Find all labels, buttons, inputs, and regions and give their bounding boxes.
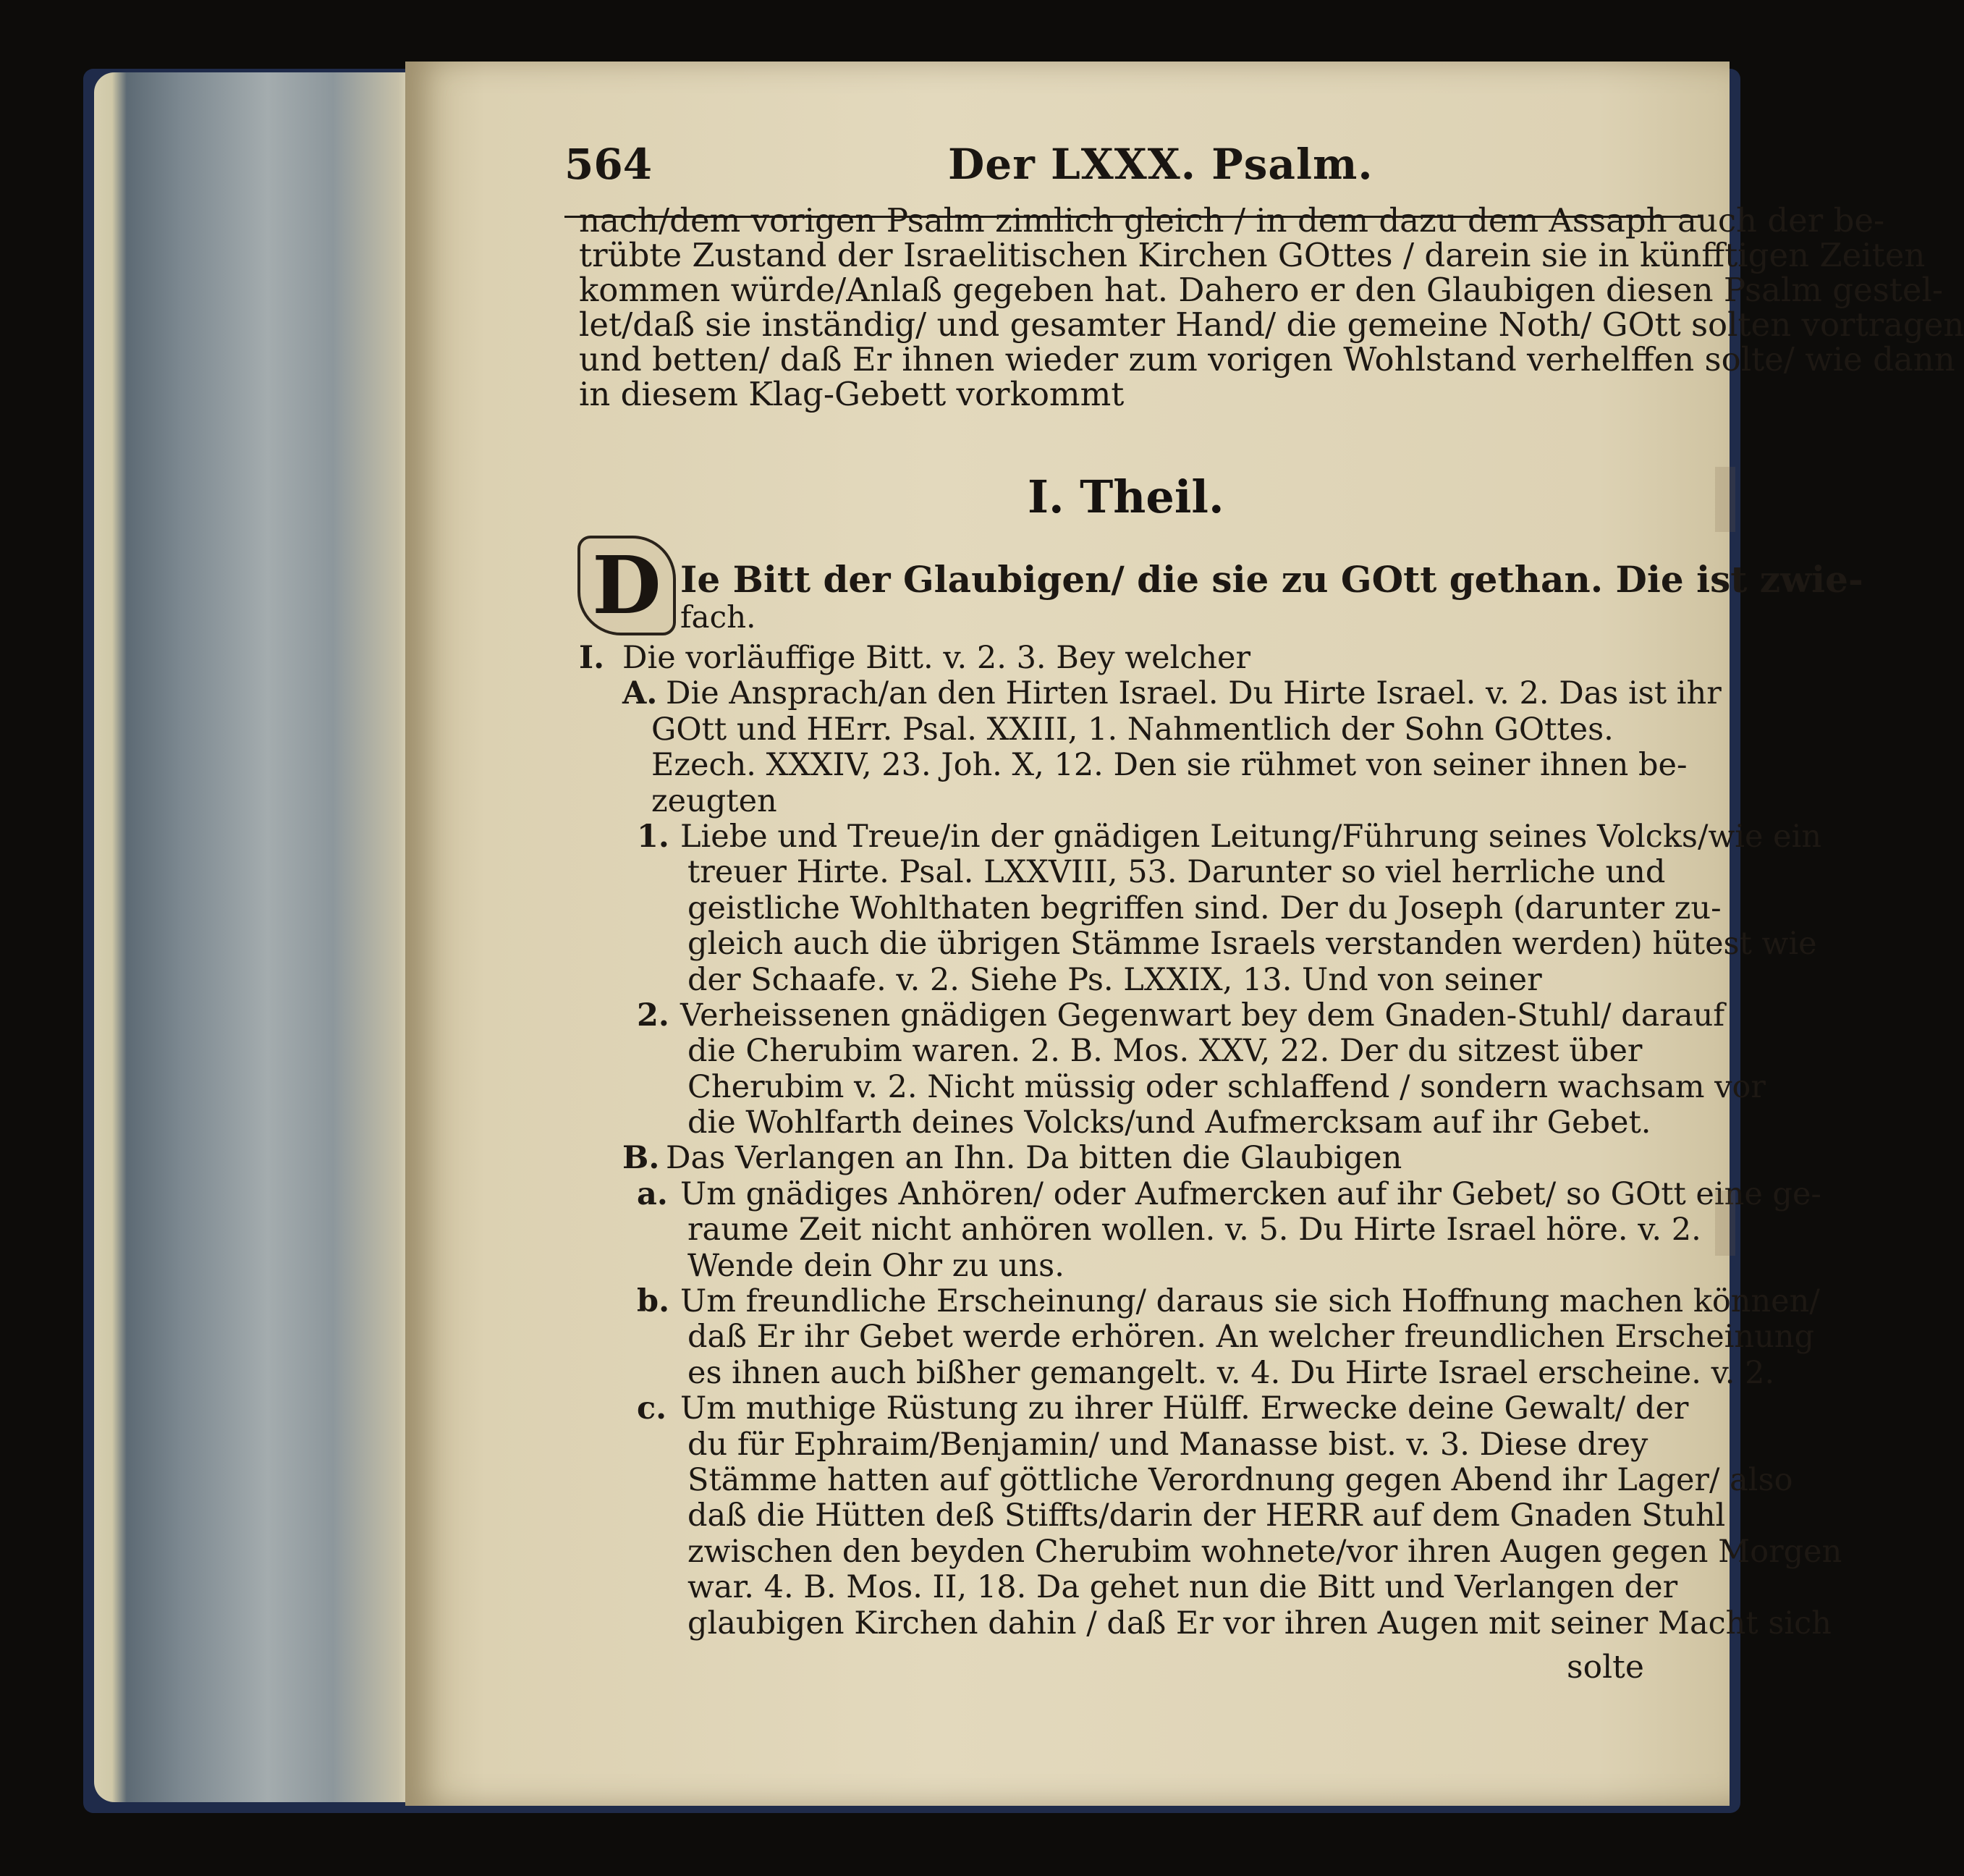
outline-text: die Cherubim waren. 2. B. Mos. XXV, 22. Der du sitzest über [687,1033,1643,1070]
outline-text: GOtt und HErr. Psal. XXIII, 1. Nahmentlich der Sohn GOttes. [651,711,1614,748]
outline-row [579,784,1842,819]
outline-text: Die vorläuffige Bitt. v. 2. 3. Bey welcher [622,640,1251,676]
outline-row [579,748,1842,783]
outline-row [579,1463,1842,1498]
outline-row [579,891,1842,926]
outline-marker: I. [579,640,605,676]
outline-text: Um freundliche Erscheinung/ daraus sie sich Hoffnung machen können/ [680,1283,1820,1320]
outline-row [579,1105,1842,1141]
outline-text: Um gnädiges Anhören/ oder Aufmercken auf ihr Gebet/ so GOtt eine ge- [680,1175,1821,1212]
outline-text: Cherubim v. 2. Nicht müssig oder schlaffend / sondern wachsam vor [687,1068,1766,1105]
outline-marker: c. [637,1390,667,1427]
outline-row [579,1212,1842,1248]
first-paragraph-line: fach. [680,599,756,635]
outline-marker: B. [622,1140,660,1177]
outline-row [579,963,1842,998]
outline-row [579,1570,1842,1605]
outline-row [579,1141,1842,1176]
outline-text: du für Ephraim/Benjamin/ und Manasse bist. v. 3. Diese drey [687,1426,1648,1463]
outline-text: daß die Hütten deß Stiffts/darin der HERR auf dem Gnaden Stuhl [687,1497,1726,1534]
first-paragraph-line: Ie Bitt der Glaubigen/ die sie zu GOtt gethan. Die ist zwie- [680,558,1863,601]
outline-row [579,1177,1842,1212]
outline-row [579,1034,1842,1069]
page-number: 564 [564,140,653,189]
intro-line: kommen würde/Anlaß gegeben hat. Dahero er den Glaubigen diesen Psalm gestel- [579,271,1944,309]
intro-line: in diesem Klag-Gebett vorkommt [579,375,1125,413]
outline-row [579,1284,1842,1319]
outline-marker: b. [637,1283,670,1320]
outline-text: geistliche Wohlthaten begriffen sind. Der du Joseph (darunter zu- [687,890,1722,926]
outline-text: Stämme hatten auf göttliche Verordnung gegen Abend ihr Lager/ also [687,1461,1793,1498]
outline-marker: 2. [637,997,669,1034]
outline-row [579,1391,1842,1427]
outline-text: Das Verlangen an Ihn. Da bitten die Glaubigen [666,1140,1402,1177]
outline-text: Die Ansprach/an den Hirten Israel. Du Hirte Israel. v. 2. Das ist ihr [666,675,1722,712]
outline-row [579,1534,1842,1570]
outline-row [579,926,1842,962]
outline-marker: 1. [637,818,669,855]
outline-row [579,1606,1842,1642]
intro-line: und betten/ daß Er ihnen wieder zum vorigen Wohlstand verhelffen solte/ wie dann [579,340,1955,379]
show-through-mark [1715,467,1735,532]
outline-text: es ihnen auch bißher gemangelt. v. 4. Du Hirte Israel erscheine. v. 2. [687,1354,1775,1391]
outline-text: daß Er ihr Gebet werde erhören. An welcher freundlichen Erscheinung [687,1319,1815,1356]
outline-row [579,641,1842,676]
intro-line: nach/dem vorigen Psalm zimlich gleich / in dem dazu dem Assaph auch der be- [579,201,1885,240]
outline-text: war. 4. B. Mos. II, 18. Da gehet nun die Bitt und Verlangen der [687,1569,1678,1606]
outline-list [579,641,1842,1642]
outline-marker: a. [637,1175,668,1212]
outline-row [579,855,1842,890]
outline-row [579,1248,1842,1284]
outline-text: Liebe und Treue/in der gnädigen Leitung/Führung seines Volcks/wie ein [680,818,1822,855]
outline-marker: A. [622,675,658,712]
outline-row [579,998,1842,1034]
outline-row [579,676,1842,711]
show-through-mark [1715,1191,1735,1256]
book-page [405,62,1964,1806]
catchword: solte [1567,1649,1644,1686]
outline-text: Um muthige Rüstung zu ihrer Hülff. Erwecke deine Gewalt/ der [680,1390,1689,1427]
outline-text: Wende dein Ohr zu uns. [687,1247,1064,1284]
outline-row [579,712,1842,748]
decorated-initial: D [577,536,676,635]
outline-text: der Schaafe. v. 2. Siehe Ps. LXXIX, 13. Und von seiner [687,961,1542,998]
first-paragraph [680,558,1863,636]
running-title: Der LXXX. Psalm. [948,140,1373,189]
outline-text: gleich auch die übrigen Stämme Israels verstanden werden) hütest wie [687,926,1817,963]
intro-line: trübte Zustand der Israelitischen Kirchen GOttes / darein sie in künfftigen Zeiten [579,236,1926,274]
outline-row [579,1070,1842,1105]
intro-line: let/daß sie inständig/ und gesamter Hand/ die gemeine Noth/ GOtt solten vortragen [579,305,1964,344]
outline-row [579,1498,1842,1534]
outline-text: die Wohlfarth deines Volcks/und Aufmercksam auf ihr Gebet. [687,1104,1651,1141]
section-heading: I. Theil. [1028,470,1224,523]
outline-text: treuer Hirte. Psal. LXXVIII, 53. Darunter so viel herrliche und [687,854,1666,891]
outline-row [579,1319,1842,1355]
outline-text: raume Zeit nicht anhören wollen. v. 5. Du Hirte Israel höre. v. 2. [687,1212,1701,1248]
page-edges [94,72,412,1802]
outline-text: Verheissenen gnädigen Gegenwart bey dem Gnaden-Stuhl/ darauf [680,997,1725,1034]
outline-text: zeugten [651,782,777,819]
outline-row [579,1356,1842,1391]
intro-paragraph [579,203,1964,412]
outline-row [579,819,1842,855]
outline-text: zwischen den beyden Cherubim wohnete/vor ihren Augen gegen Morgen [687,1533,1842,1570]
outline-row [579,1427,1842,1463]
outline-text: Ezech. XXXIV, 23. Joh. X, 12. Den sie rühmet von seiner ihnen be- [651,747,1688,784]
outline-text: glaubigen Kirchen dahin / daß Er vor ihren Augen mit seiner Macht sich [687,1605,1832,1642]
